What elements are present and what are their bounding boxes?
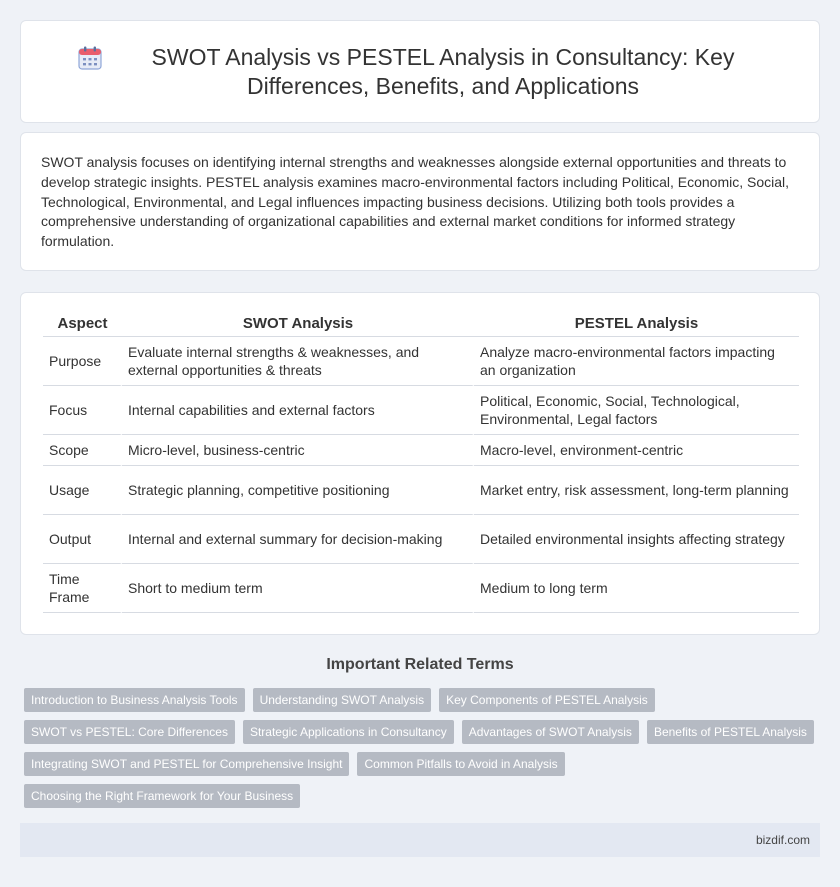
footer [20, 823, 820, 857]
table-cell-swot: Micro-level, business-centric [122, 435, 474, 466]
table-cell-swot: Evaluate internal strengths & weaknesses, and external opportunities & threats [122, 337, 474, 386]
table-cell-pestel: Detailed environmental insights affecting strategy [474, 515, 799, 564]
table-cell-swot: Internal and external summary for decision-making [122, 515, 474, 564]
related-term-tag[interactable]: Common Pitfalls to Avoid in Analysis [357, 752, 564, 776]
related-terms-heading: Important Related Terms [326, 656, 514, 673]
table-cell-swot: Strategic planning, competitive positioning [122, 466, 474, 515]
comparison-card [20, 292, 820, 635]
related-term-tag[interactable]: Introduction to Business Analysis Tools [24, 688, 245, 712]
related-term-tag[interactable]: Advantages of SWOT Analysis [462, 720, 639, 744]
related-term-tag[interactable]: Understanding SWOT Analysis [253, 688, 432, 712]
table-row [43, 386, 799, 435]
table-cell-pestel: Medium to long term [474, 564, 799, 613]
table-row [43, 515, 799, 564]
header-card [20, 20, 820, 123]
related-term-tag[interactable]: Key Components of PESTEL Analysis [439, 688, 655, 712]
table-row [43, 337, 799, 386]
table-cell-aspect: Usage [43, 466, 122, 515]
footer-site-link[interactable]: bizdif.com [755, 833, 810, 847]
related-term-tag[interactable]: Choosing the Right Framework for Your Business [24, 784, 300, 808]
table-cell-swot: Short to medium term [122, 564, 474, 613]
table-cell-pestel: Macro-level, environment-centric [474, 435, 799, 466]
table-cell-pestel: Political, Economic, Social, Technological, Environmental, Legal factors [474, 386, 799, 435]
table-cell-pestel: Analyze macro-environmental factors impacting an organization [474, 337, 799, 386]
table-row [43, 435, 799, 466]
related-term-tag[interactable]: Strategic Applications in Consultancy [243, 720, 454, 744]
calendar-icon [77, 45, 103, 71]
table-header-row [43, 311, 799, 337]
table-row [43, 564, 799, 613]
related-term-tag[interactable]: Integrating SWOT and PESTEL for Comprehensive Insight [24, 752, 349, 776]
related-terms-list [24, 688, 820, 816]
intro-paragraph: SWOT analysis focuses on identifying internal strengths and weaknesses alongside external opportunities and threats to develop strategic insights. PESTEL analysis examines macro-environmental factors including Political, Economic, Social, Technological, Environmental, and Legal influences impacting business decisions. Utilizing both tools provides a comprehensive understanding of organizational capabilities and external market conditions for informed strategy formulation. [41, 154, 790, 250]
header-swot: SWOT Analysis [122, 311, 474, 337]
page-title: SWOT Analysis vs PESTEL Analysis in Consultancy: Key Differences, Benefits, and Applications [151, 43, 735, 99]
header-aspect: Aspect [43, 311, 122, 337]
table-cell-pestel: Market entry, risk assessment, long-term planning [474, 466, 799, 515]
table-cell-aspect: Focus [43, 386, 122, 435]
related-term-tag[interactable]: SWOT vs PESTEL: Core Differences [24, 720, 235, 744]
table-cell-swot: Internal capabilities and external factors [122, 386, 474, 435]
table-cell-aspect: Scope [43, 435, 122, 466]
comparison-table [43, 311, 799, 613]
table-cell-aspect: Time Frame [43, 564, 122, 613]
table-cell-aspect: Purpose [43, 337, 122, 386]
header-pestel: PESTEL Analysis [474, 311, 799, 337]
table-row [43, 466, 799, 515]
intro-card [20, 132, 820, 271]
related-term-tag[interactable]: Benefits of PESTEL Analysis [647, 720, 814, 744]
table-cell-aspect: Output [43, 515, 122, 564]
